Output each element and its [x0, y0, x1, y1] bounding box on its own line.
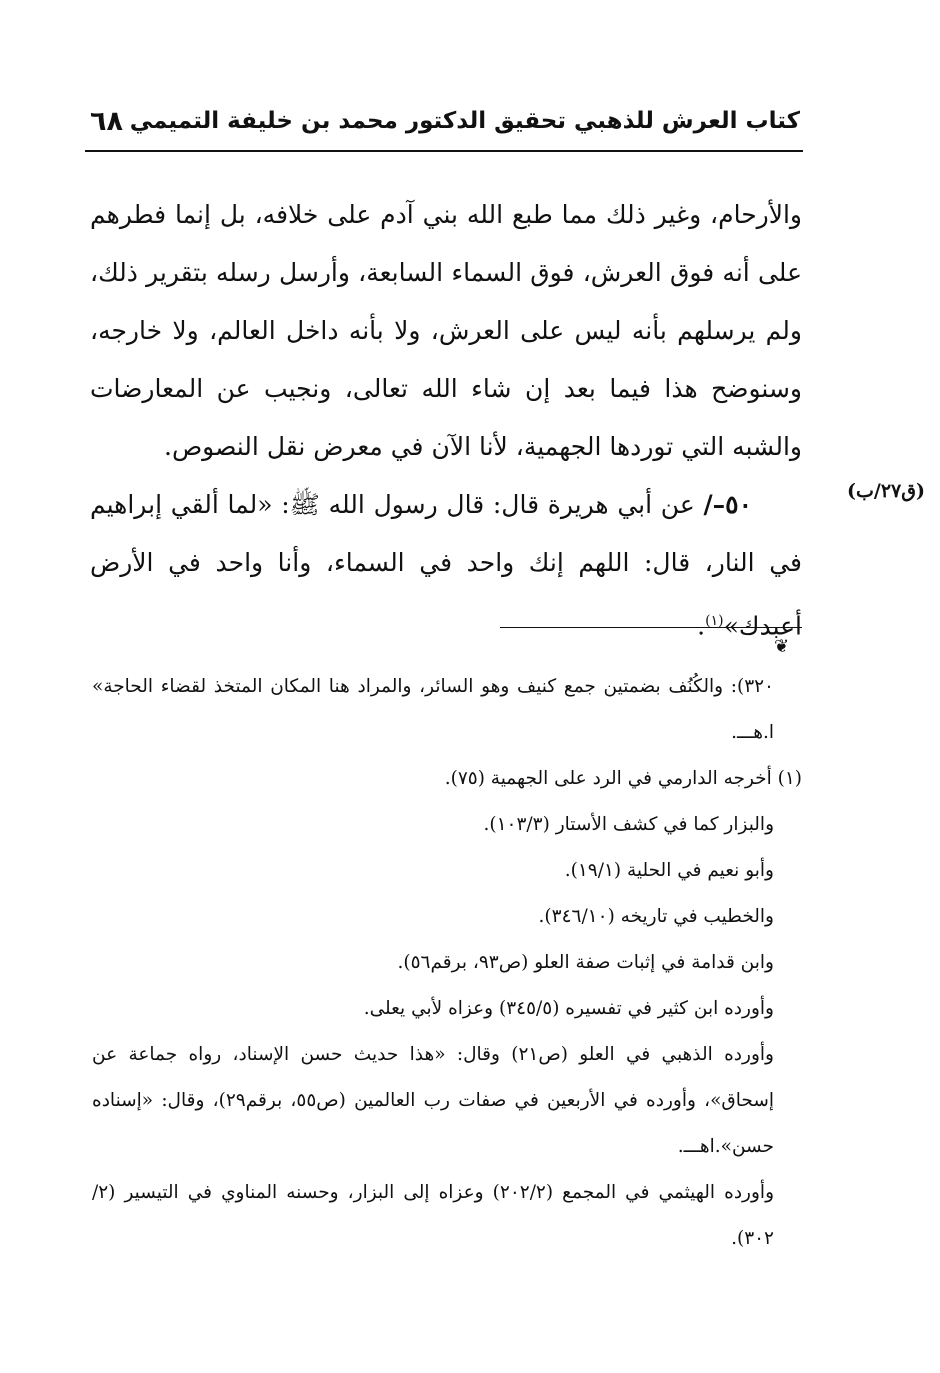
continuation-mark-icon: ❦ — [774, 636, 790, 657]
footnote-divider — [500, 627, 802, 628]
page-number: ٦٨ — [90, 106, 123, 137]
footnote-source: والبزار كما في كشف الأستار (١٠٣/٣). — [483, 814, 774, 835]
footnote-continuation: ٣٢٠): والكُنُف بضمتين جمع كنيف وهو السائر، والمراد هنا المكان المتخذ لقضاء الحاجة» ا.هـــ. — [92, 676, 774, 743]
final-period: . — [697, 611, 706, 641]
footnote-dhahabi: وأورده الذهبي في العلو (ص٢١) وقال: «هذا حديث حسن الإسناد، رواه جماعة عن إسحاق»، وأورده في الأربعين في صفات رب العالمين (ص٥٥، برقم٢٩)، وقال: «إسناده حسن».اهـــ. — [92, 1044, 774, 1157]
footnote-source: وأبو نعيم في الحلية (١٩/١). — [564, 860, 774, 881]
hadith-text: عن أبي هريرة قال: قال رسول الله ﷺ: «لما ألقي إبراهيم في النار، قال: اللهم إنك واحد في السماء، وأنا واحد في الأرض أعبدك» — [90, 490, 802, 641]
book-title: كتاب العرش للذهبي تحقيق الدكتور محمد بن خليفة التميمي — [129, 108, 800, 134]
footnote-reference[interactable]: (١) — [705, 613, 724, 629]
manuscript-folio-note: (ق٢٧/ب) — [847, 480, 925, 502]
hadith-paragraph — [90, 476, 802, 655]
paragraph: والأرحام، وغير ذلك مما طبع الله بني آدم على خلافه، بل إنما فطرهم على أنه فوق العرش، فوق السماء السابعة، وأرسل رسله بتقرير ذلك، ولم يرسلهم بأنه ليس على العرش، ولا بأنه داخل العالم، ولا خارجه، وسنوضح هذا فيما بعد إن شاء الله تعالى، ونجيب عن المعارضات والشبه التي توردها الجهمية، لأنا الآن في معرض نقل النصوص. — [90, 200, 802, 461]
running-header — [88, 108, 800, 148]
header-divider — [85, 150, 803, 152]
hadith-number: ٥٠–/ — [703, 490, 752, 519]
footnotes-section — [92, 664, 802, 1262]
main-text — [90, 186, 802, 655]
footnote-source: وأورده ابن كثير في تفسيره (٣٤٥/٥) وعزاه لأبي يعلى. — [363, 998, 774, 1019]
footnote-source: والخطيب في تاريخه (٣٤٦/١٠). — [538, 906, 774, 927]
footnote-source: وابن قدامة في إثبات صفة العلو (ص٩٣، برقم٥٦). — [397, 952, 774, 973]
footnote-haythami: وأورده الهيثمي في المجمع (٢٠٢/٢) وعزاه إلى البزار، وحسنه المناوي في التيسير (٢/ ٣٠٢). — [92, 1182, 775, 1249]
footnote-1-intro: (١) أخرجه الدارمي في الرد على الجهمية (٧٥). — [444, 768, 802, 789]
